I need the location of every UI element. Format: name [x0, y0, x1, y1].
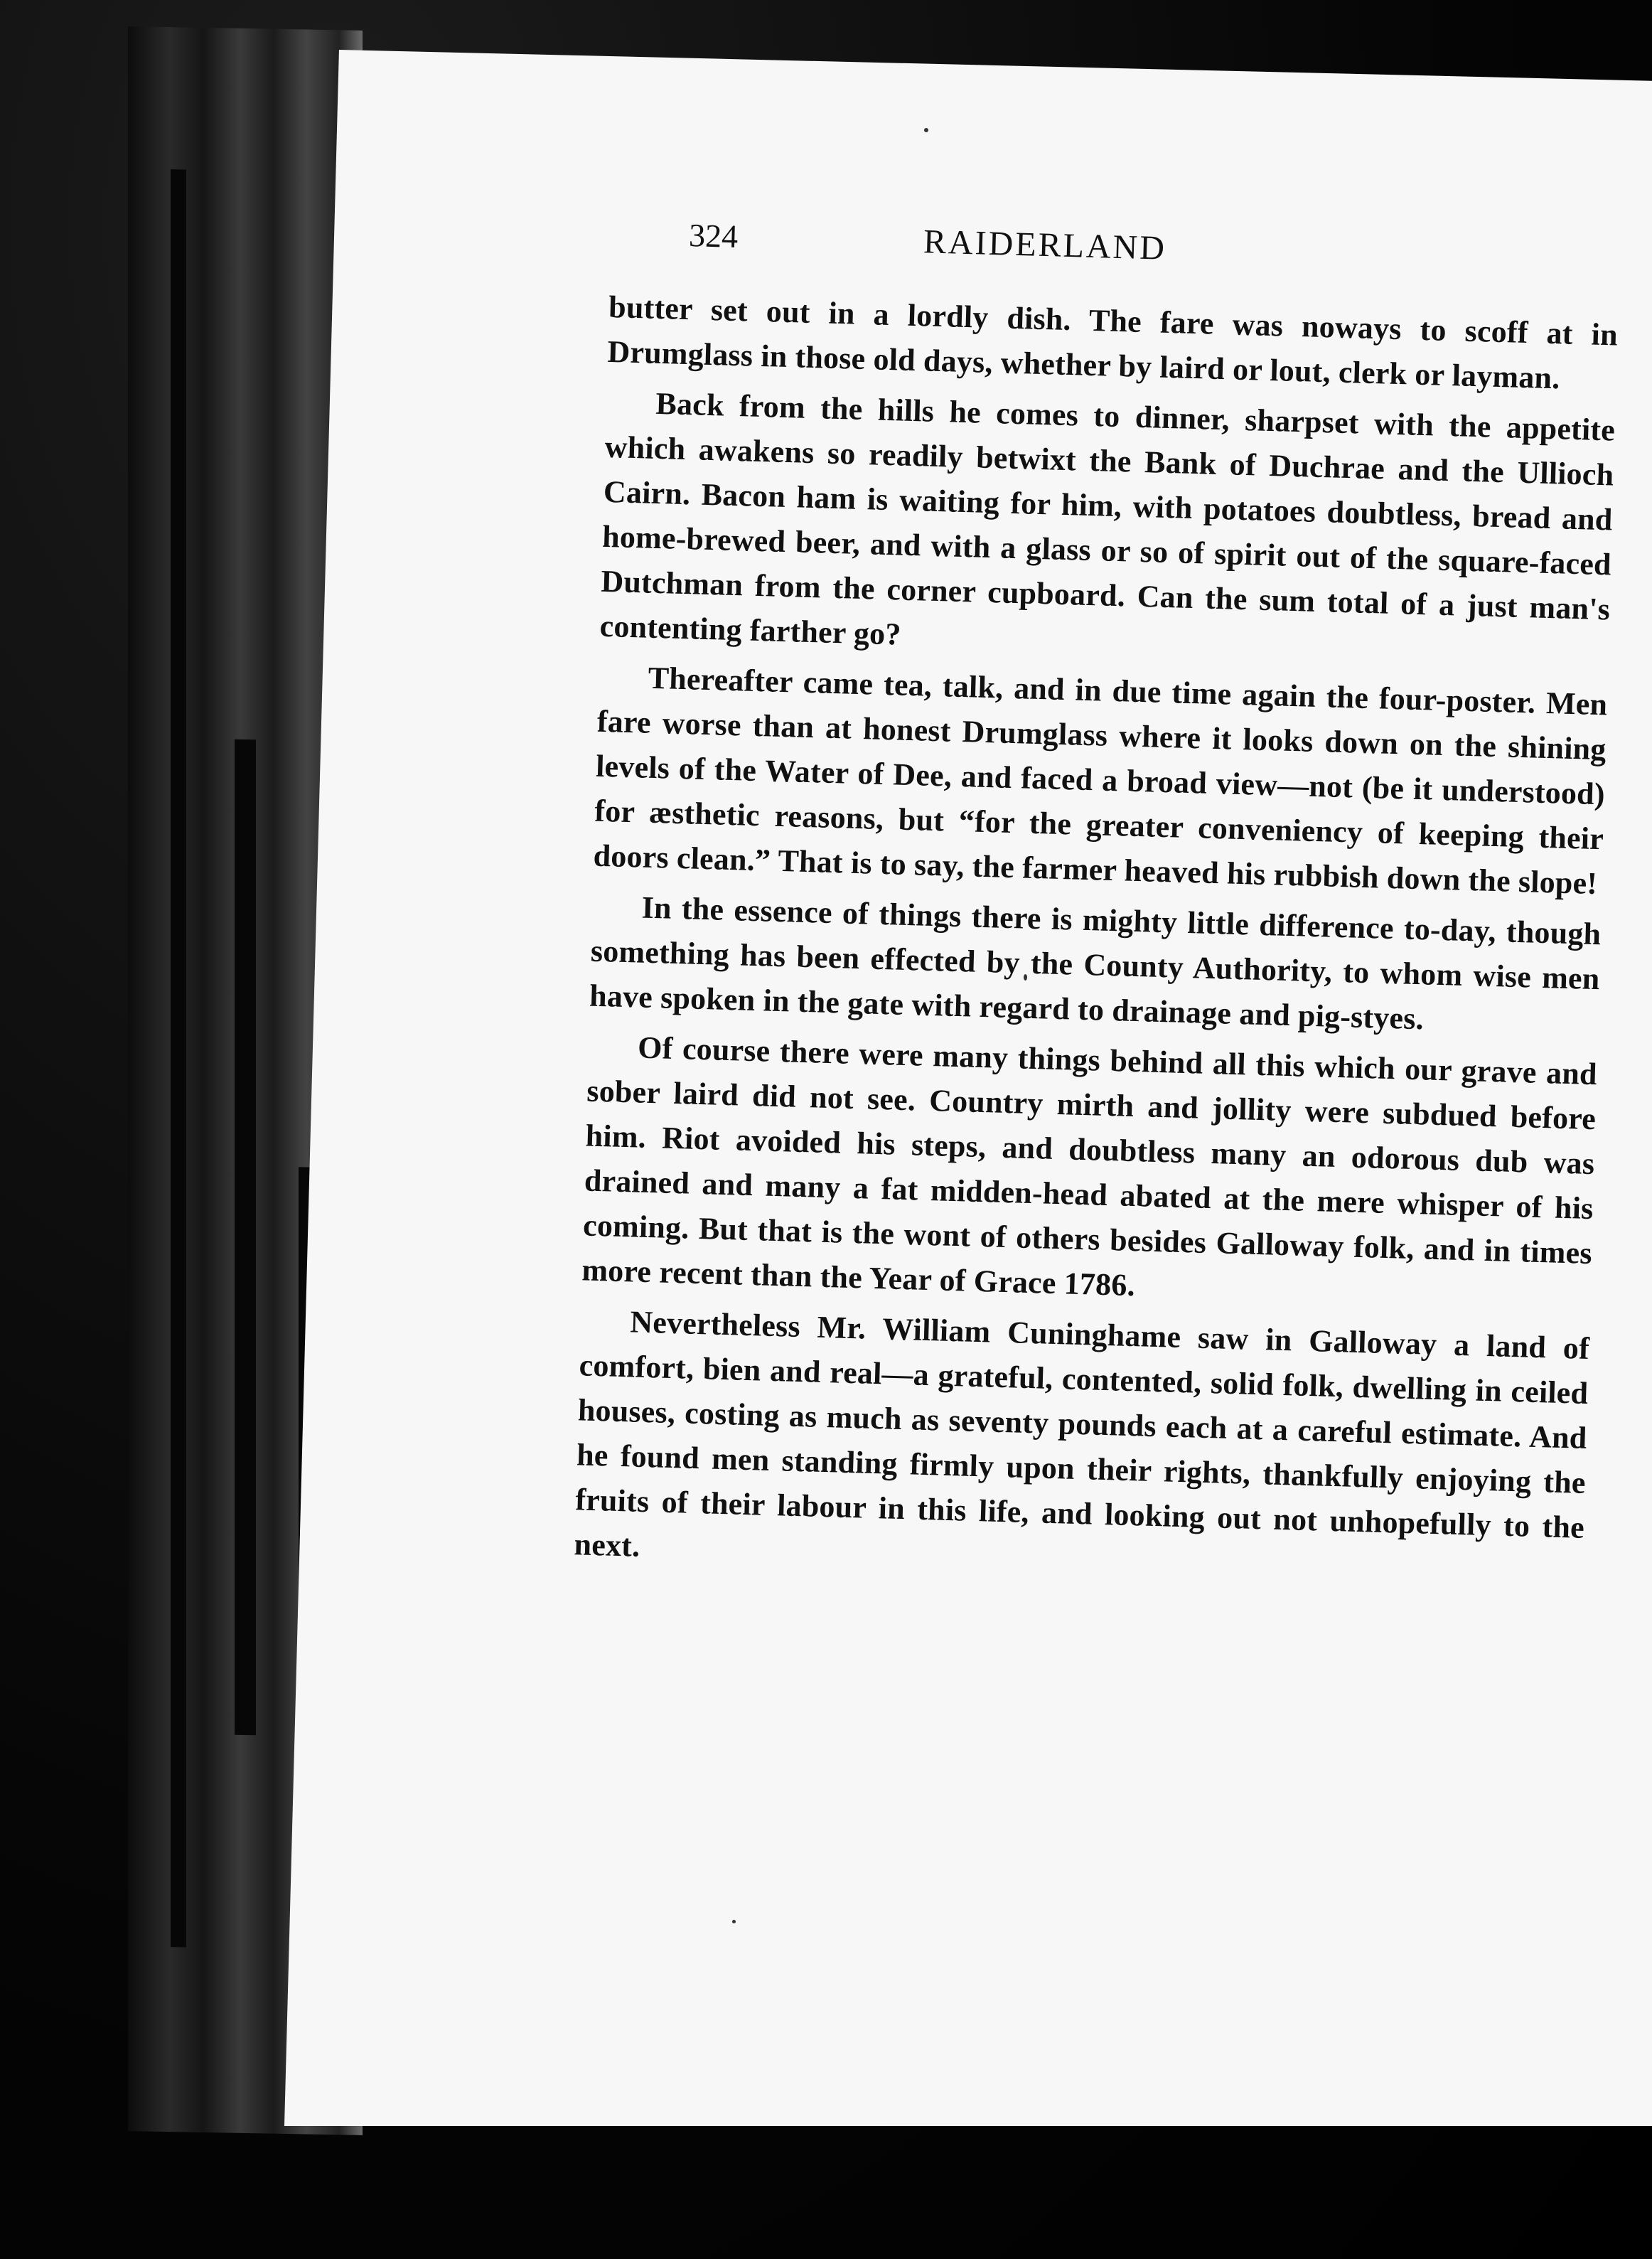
paragraph: Nevertheless Mr. William Cuninghame saw in Galloway a land of comfort, bien and real—a grateful, contented, solid folk, dwelling in ceiled houses, costing as much as seventy pounds each at a careful estimate. And he found men standing firmly upon their rights, thankfully enjoying the fruits of their labour in this life, and looking out not unhopefully to the next.: [574, 1304, 1590, 1564]
paragraph: Of course there were many things behind all this which our grave and sober laird did not see. Country mirth and jollity were subdued before him. Riot avoided his steps, and doubtless many an odorous dub was drained and many a fat midden-head abated at the mere whisper of his coming. But that is the wont of others besides Galloway folk, and in times more recent than the Year of Grace 1786.: [581, 1030, 1598, 1303]
dust-speck: [732, 1920, 736, 1923]
spine-shadow: [171, 169, 186, 1947]
dust-speck: [924, 128, 928, 132]
page-number: 324: [688, 217, 739, 255]
page-text: [574, 213, 1621, 1601]
running-title: RAIDERLAND: [923, 223, 1167, 267]
paragraph: In the essence of things there is mighty little difference to-day, though something has been effected by the County Authority, to whom wise men have spoken in the gate with regard to drainage and pig-styes.: [589, 890, 1602, 1037]
spine-shadow: [235, 739, 256, 1736]
paragraph: butter set out in a lordly dish. The fare was noways to scoff at in Drumglass in those old days, whether by laird or lout, clerk or layman.: [606, 289, 1619, 396]
paragraph: Thereafter came tea, talk, and in due time again the four-poster. Men fare worse than at honest Drumglass where it looks down on the shining levels of the Water of Dee, and faced a broad view—not (be it understood) for æsthetic reasons, but “for the greater conveniency of keeping their doors clean.” That is to say, the farmer heaved his rubbish down the slope!: [593, 660, 1608, 902]
paragraph: Back from the hills he comes to dinner, sharpset with the appetite which awakens so readily betwixt the Bank of Duchrae and the Ullioch Cairn. Bacon ham is waiting for him, with potatoes doubtless, bread and home-brewed beer, and with a glass or so of spirit out of the square-faced Dutchman from the corner cupboard. Can the sum total of a just man's contenting farther go?: [599, 385, 1616, 652]
